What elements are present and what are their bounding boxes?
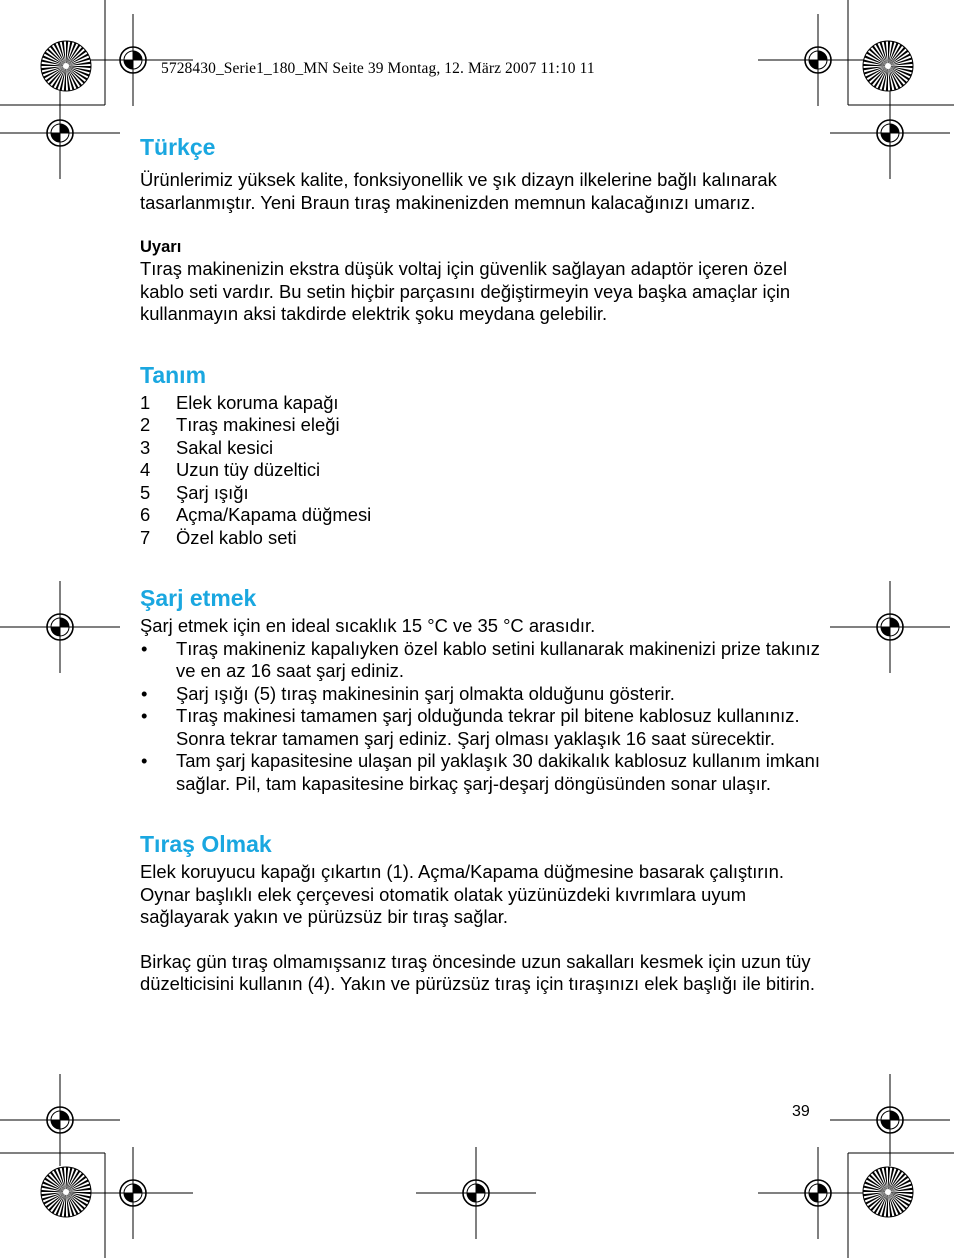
registration-mark-icon <box>0 1074 120 1166</box>
registration-mark-icon <box>758 1147 878 1239</box>
list-item <box>140 527 830 550</box>
bullet: • <box>141 750 148 771</box>
bullet: • <box>141 637 148 659</box>
item-number: 5 <box>140 481 151 503</box>
list-item <box>140 482 830 505</box>
starburst-mark-icon <box>41 1167 91 1217</box>
warning-text: Tıraş makinenizin ekstra düşük voltaj için güvenlik sağlayan adaptör içeren özel kablo seti vardır. Bu setin hiçbir parçasını değiştirmeyin veya başka amaçlar için kullanmayın aksi takdirde elektrik şoku meydana gelebilir. <box>140 258 791 324</box>
item-label: Sakal kesici <box>176 436 274 458</box>
shaving-paragraph-1: Elek koruyucu kapağı çıkartın (1). Açma/Kapama düğmesine basarak çalıştırın. Oynar başlıklı elek çerçevesi otomatik olatak yüzünüzdeki kıvrımlara uyum sağlayarak yakın ve pürüzsüz bir tıraş sağlar. <box>140 861 784 927</box>
warning-title: Uyarı <box>140 238 182 256</box>
list-item <box>140 638 830 683</box>
item-number: 4 <box>140 459 151 480</box>
list-item <box>140 705 830 750</box>
section-tiras <box>140 828 830 996</box>
shaving-paragraph-2: Birkaç gün tıraş olmamışsanız tıraş öncesinde uzun sakalları kesmek için uzun tüy düzelticisini kullanın (4). Yakın ve pürüzsüz tıraş için tıraşınızı elek başlığı ile bitirin. <box>140 950 815 994</box>
heading-tanim: Tanım <box>140 361 207 388</box>
section-tanim <box>140 359 830 550</box>
list-item <box>140 414 830 437</box>
registration-mark-icon <box>0 581 120 673</box>
list-item <box>140 437 830 460</box>
bullet: • <box>141 682 148 704</box>
item-number: 6 <box>140 504 151 525</box>
item-number: 1 <box>140 391 151 413</box>
item-label: Şarj ışığı <box>176 481 249 503</box>
section-sarj <box>140 582 830 795</box>
bullet-text: Şarj ışığı (5) tıraş makinesinin şarj olmakta olduğunu gösterir. <box>176 682 675 704</box>
starburst-mark-icon <box>41 41 91 91</box>
item-number: 2 <box>140 414 151 435</box>
registration-mark-icon <box>830 1074 950 1166</box>
heading-turkce: Türkçe <box>140 134 216 160</box>
item-label: Uzun tüy düzeltici <box>176 459 321 480</box>
item-number: 3 <box>140 436 151 458</box>
bullet-text: Tam şarj kapasitesine ulaşan pil yaklaşık 30 dakikalık kablosuz kullanım imkanı sağlar. Pil, tam kapasitesine birkaç şarj-deşarj döngüsünden sonar ulaşır. <box>176 750 820 794</box>
item-label: Tıraş makinesi eleği <box>176 414 340 435</box>
page-content <box>140 131 830 996</box>
list-item <box>140 683 830 706</box>
bullet-text: Tıraş makinesi tamamen şarj olduğunda tekrar pil bitene kablosuz kullanınız. Sonra tekrar tamamen şarj ediniz. Şarj olması yaklaşık 16 saat sürecektir. <box>176 705 800 749</box>
registration-mark-icon <box>0 87 120 179</box>
item-number: 7 <box>140 526 151 548</box>
bullet-text: Tıraş makineniz kapalıyken özel kablo setini kullanarak makinenizi prize takınız ve en az 16 saat şarj ediniz. <box>176 637 820 681</box>
registration-mark-icon <box>758 14 878 106</box>
charging-bullets <box>140 638 830 796</box>
starburst-mark-icon <box>863 1167 913 1217</box>
slug-line: 5728430_Serie1_180_MN Seite 39 Montag, 12. März 2007 11:10 11 <box>161 60 595 77</box>
parts-list <box>140 392 830 550</box>
heading-tiras: Tıraş Olmak <box>140 831 272 857</box>
item-label: Özel kablo seti <box>176 526 297 548</box>
charging-intro: Şarj etmek için en ideal sıcaklık 15 °C ve 35 °C arasıdır. <box>140 615 596 636</box>
registration-mark-icon <box>830 581 950 673</box>
list-item <box>140 504 830 527</box>
bullet: • <box>141 705 148 726</box>
section-turkce <box>140 131 830 326</box>
list-item <box>140 750 830 795</box>
list-item <box>140 392 830 415</box>
list-item <box>140 459 830 482</box>
item-label: Açma/Kapama düğmesi <box>176 504 372 525</box>
registration-mark-icon <box>416 1147 536 1239</box>
page-number: 39 <box>792 1103 810 1120</box>
starburst-mark-icon <box>863 41 913 91</box>
item-label: Elek koruma kapağı <box>176 391 339 413</box>
heading-sarj: Şarj etmek <box>140 585 257 611</box>
intro-paragraph: Ürünlerimiz yüksek kalite, fonksiyonellik ve şık dizayn ilkelerine bağlı kalınarak tasarlanmıştır. Yeni Braun tıraş makinenizden memnun kalacağınızı umarız. <box>140 169 777 213</box>
